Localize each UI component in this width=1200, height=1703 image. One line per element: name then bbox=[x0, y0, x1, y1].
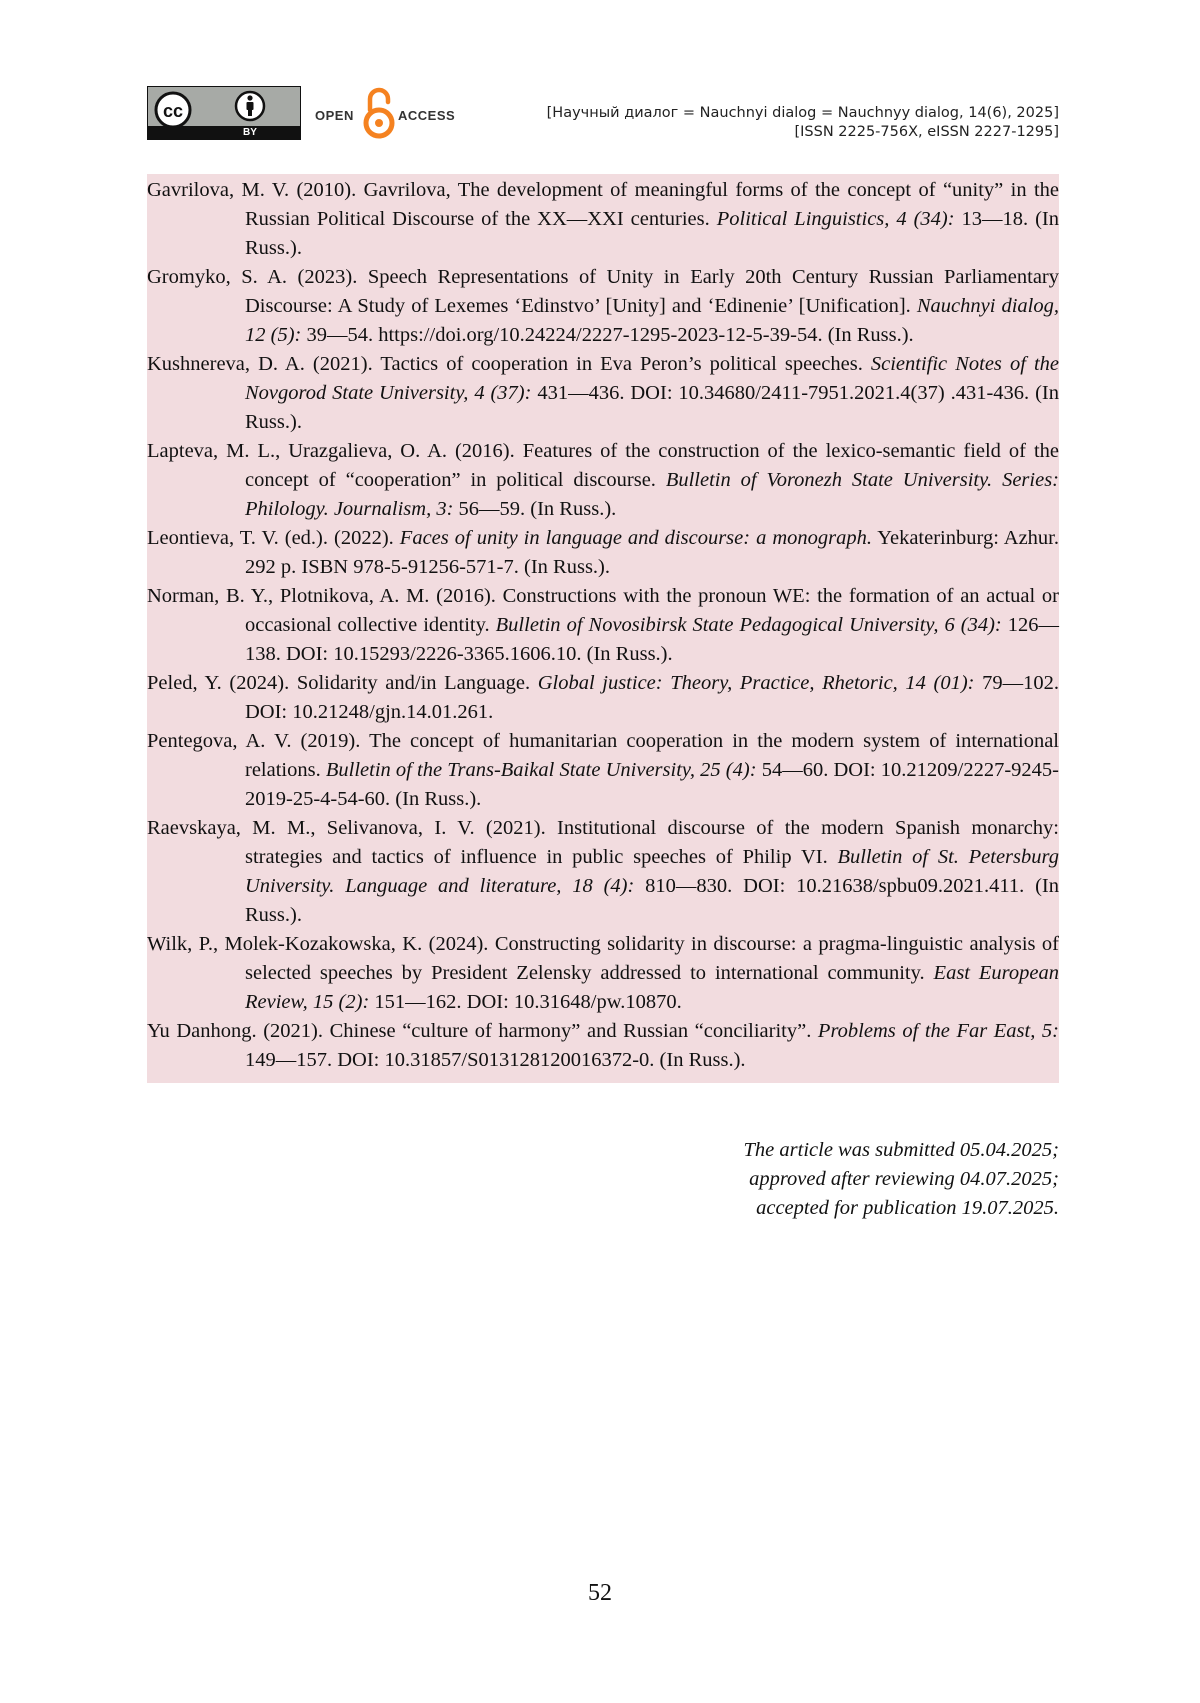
reference-item bbox=[147, 350, 1059, 437]
reference-details: 431—436. DOI: 10.34680/2411-7951.2021.4(37) .431-436. (In Russ.). bbox=[245, 382, 1059, 433]
page-header bbox=[147, 86, 1059, 144]
reference-details: 13—18. (In Russ.). bbox=[245, 208, 1060, 259]
reference-item bbox=[147, 669, 1059, 727]
reference-item bbox=[147, 814, 1059, 930]
reference-source: Political Linguistics, 4 (34): bbox=[716, 208, 955, 230]
reference-item bbox=[147, 727, 1059, 814]
reference-details: 56—59. (In Russ.). bbox=[453, 498, 617, 520]
open-access-access-word: ACCESS bbox=[398, 108, 456, 123]
cc-by-license-badge bbox=[147, 86, 301, 140]
submitted-date: The article was submitted 05.04.2025; bbox=[743, 1139, 1059, 1161]
reference-text: Yu Danhong. (2021). Chinese “culture of harmony” and Russian “conciliarity”. bbox=[147, 1020, 818, 1042]
reference-source: Global justice: Theory, Practice, Rhetoric, 14 (01): bbox=[537, 672, 975, 694]
reference-item bbox=[147, 263, 1059, 350]
accepted-date: accepted for publication 19.07.2025. bbox=[756, 1197, 1059, 1219]
reference-source: Problems of the Far East, 5: bbox=[817, 1020, 1060, 1042]
reference-source: Bulletin of the Trans-Baikal State University, 25 (4): bbox=[325, 759, 757, 781]
reference-details: 39—54. https://doi.org/10.24224/2227-1295-2023-12-5-39-54. (In Russ.). bbox=[301, 324, 914, 346]
reference-item bbox=[147, 524, 1059, 582]
license-label: BY bbox=[243, 127, 257, 138]
reference-item bbox=[147, 176, 1059, 263]
reference-details: 79—102. DOI: 10.21248/gjn.14.01.261. bbox=[245, 672, 1059, 723]
reference-details: 149—157. DOI: 10.31857/S013128120016372-0. (In Russ.). bbox=[245, 1049, 746, 1071]
reference-item bbox=[147, 582, 1059, 669]
reference-source: Bulletin of Novosibirsk State Pedagogical University, 6 (34): bbox=[495, 614, 1002, 636]
reference-item bbox=[147, 1017, 1059, 1075]
reference-source: Nauchnyi dialog, 12 (5): bbox=[245, 295, 1059, 346]
reference-source: Bulletin of St. Petersburg University. Language and literature, 18 (4): bbox=[245, 846, 1059, 897]
article-dates bbox=[744, 1136, 1059, 1223]
reference-text: Lapteva, M. L., Urazgalieva, O. A. (2016). Features of the construction of the lexico-semantic field of the concept of “cooperation” in political discourse. bbox=[147, 440, 1059, 491]
reference-text: Gromyko, S. A. (2023). Speech Representations of Unity in Early 20th Century Russian Parliamentary Discourse: A Study of Lexemes ‘Edinstvo’ [Unity] and ‘Edinenie’ [Unification]. bbox=[147, 266, 1059, 317]
by-person-icon bbox=[148, 87, 302, 128]
svg-text:cc: cc bbox=[162, 101, 184, 121]
reference-details: 54—60. DOI: 10.21209/2227-9245-2019-25-4-54-60. (In Russ.). bbox=[245, 759, 1059, 810]
journal-line: [Научный диалог = Nauchnyi dialog = Nauchnyy dialog, 14(6), 2025] bbox=[546, 105, 1059, 121]
reference-text: Raevskaya, M. M., Selivanova, I. V. (2021). Institutional discourse of the modern Spanish monarchy: strategies and tactics of influence in public speeches of Philip VI. bbox=[147, 817, 1059, 868]
reference-text: Kushnereva, D. A. (2021). Tactics of cooperation in Eva Peron’s political speeches. bbox=[147, 353, 871, 375]
reference-source: Scientific Notes of the Novgorod State University, 4 (37): bbox=[245, 353, 1059, 404]
reference-details: Yekaterinburg: Azhur. 292 p. ISBN 978-5-91256-571-7. (In Russ.). bbox=[245, 527, 1059, 578]
reference-details: 151—162. DOI: 10.31648/pw.10870. bbox=[369, 991, 682, 1013]
reference-text: Peled, Y. (2024). Solidarity and/in Language. bbox=[147, 672, 538, 694]
reference-text: Pentegova, A. V. (2019). The concept of humanitarian cooperation in the modern system of international relations. bbox=[147, 730, 1059, 781]
page-number: 52 bbox=[588, 1580, 612, 1606]
reference-text: Norman, B. Y., Plotnikova, A. M. (2016). Constructions with the pronoun WE: the formation of an actual or occasional collective identity. bbox=[147, 585, 1059, 636]
reference-details: 126—138. DOI: 10.15293/2226-3365.1606.10. (In Russ.). bbox=[245, 614, 1060, 665]
reference-text: Leontieva, T. V. (ed.). (2022). bbox=[147, 527, 400, 549]
reference-text: Wilk, P., Molek-Kozakowska, K. (2024). Constructing solidarity in discourse: a pragma-linguistic analysis of selected speeches by President Zelensky addressed to international community. bbox=[147, 933, 1059, 984]
reference-source: East European Review, 15 (2): bbox=[245, 962, 1059, 1013]
issn-line: [ISSN 2225-756X, eISSN 2227-1295] bbox=[794, 124, 1059, 140]
license-label-strip bbox=[148, 126, 300, 139]
reference-source: Faces of unity in language and discourse: a monograph. bbox=[399, 527, 872, 549]
reference-source: Bulletin of Voronezh State University. Series: Philology. Journalism, 3: bbox=[245, 469, 1059, 520]
journal-citation bbox=[547, 104, 1059, 142]
reference-details: 810—830. DOI: 10.21638/spbu09.2021.411. (In Russ.). bbox=[245, 875, 1059, 926]
open-access-logo bbox=[315, 86, 465, 142]
reference-text: Gavrilova, M. V. (2010). Gavrilova, The development of meaningful forms of the concept of “unity” in the Russian Political Discourse of the XX—XXI centuries. bbox=[147, 179, 1059, 230]
references-list bbox=[147, 174, 1059, 1083]
reference-item bbox=[147, 930, 1059, 1017]
open-access-open-word: OPEN bbox=[315, 108, 354, 123]
approved-date: approved after reviewing 04.07.2025; bbox=[749, 1168, 1059, 1190]
reference-item bbox=[147, 437, 1059, 524]
open-access-lock-icon bbox=[363, 86, 395, 142]
